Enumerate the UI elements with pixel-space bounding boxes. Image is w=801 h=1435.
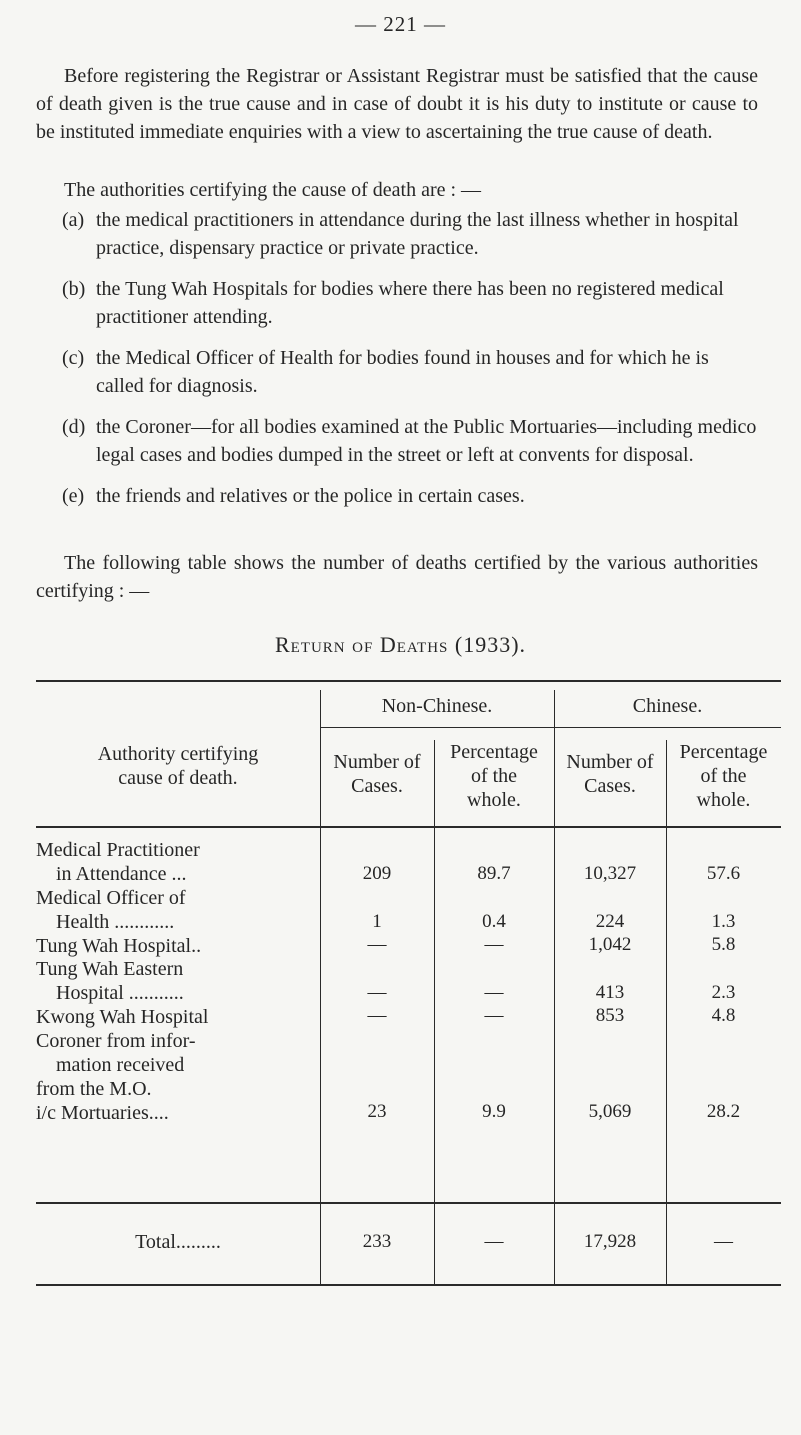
- nc-number: —: [367, 982, 387, 1003]
- c-percentage: 57.6: [706, 863, 741, 884]
- intro-paragraph: Before registering the Registrar or Assistant Registrar must be satisfied that the cause of death given is the true cause and in case of doubt it is his duty to institute or cause to be instituted immediate enquiries with a view to ascertaining the true cause of death.: [36, 65, 758, 143]
- header-line: Cases.: [351, 775, 403, 797]
- authority-line: Tung Wah Hospital..: [36, 935, 202, 957]
- col-header-c-number: [554, 750, 666, 798]
- rule-header: [36, 826, 781, 828]
- authority-item: [62, 482, 758, 510]
- col-header-authority: [36, 742, 320, 790]
- authority-line: mation received: [56, 1054, 185, 1076]
- total-nc-percentage: —: [484, 1231, 504, 1252]
- nc-percentage: —: [484, 982, 504, 1003]
- rule-group: [320, 727, 781, 728]
- nc-number: —: [367, 934, 387, 955]
- item-text: the Coroner—for all bodies examined at the Public Mortuaries—including medico legal cases and bodies dumped in the street or left at convents for disposal.: [96, 416, 757, 466]
- group-header-non-chinese: Non-Chinese.: [381, 695, 493, 717]
- item-marker: (c): [62, 347, 85, 369]
- total-c-number: 17,928: [583, 1231, 637, 1252]
- item-text: the Tung Wah Hospitals for bodies where there has been no registered medical practitioner attending.: [96, 278, 724, 328]
- authority-line: Kwong Wah Hospital: [36, 1006, 209, 1028]
- authority-line: from the M.O.: [36, 1078, 152, 1100]
- item-marker: (b): [62, 278, 86, 300]
- header-line: cause of death.: [118, 767, 238, 789]
- nc-number: —: [367, 1005, 387, 1026]
- authority-item: [62, 206, 758, 262]
- c-number: 5,069: [588, 1101, 632, 1122]
- authority-line: i/c Mortuaries....: [36, 1102, 169, 1124]
- header-line: Percentage: [450, 741, 538, 763]
- col-header-nc-percentage: [434, 740, 554, 812]
- nc-percentage: 89.7: [477, 863, 511, 884]
- c-number: 1,042: [588, 934, 632, 955]
- authority-item: [62, 275, 758, 331]
- header-line: whole.: [467, 789, 521, 811]
- row-authority: [36, 886, 314, 934]
- c-percentage: 1.3: [711, 911, 736, 932]
- item-text: the friends and relatives or the police in certain cases.: [96, 485, 525, 507]
- authority-line: in Attendance ...: [56, 863, 187, 885]
- total-nc-number: 233: [362, 1231, 392, 1252]
- rule-bottom: [36, 1284, 781, 1286]
- c-percentage: 4.8: [711, 1005, 736, 1026]
- row-authority: [36, 1029, 314, 1125]
- total-label: Total.........: [135, 1231, 221, 1253]
- authority-line: Medical Officer of: [36, 887, 186, 909]
- row-authority: [36, 957, 314, 1005]
- authority-line: Health ............: [56, 911, 175, 933]
- authority-line: Tung Wah Eastern: [36, 958, 184, 980]
- c-number: 10,327: [583, 863, 637, 884]
- item-marker: (e): [62, 485, 85, 507]
- header-line: of the: [700, 765, 747, 787]
- col-header-c-percentage: [666, 740, 781, 812]
- rule-top: [36, 680, 781, 682]
- nc-percentage: 0.4: [482, 911, 506, 932]
- c-number: 413: [595, 982, 625, 1003]
- row-authority: [36, 838, 314, 886]
- header-line: Percentage: [679, 741, 768, 763]
- authorities-lead: The authorities certifying the cause of death are : —: [64, 179, 482, 201]
- c-percentage: 2.3: [711, 982, 736, 1003]
- authority-item: [62, 413, 758, 469]
- c-percentage: 28.2: [706, 1101, 741, 1122]
- total-c-percentage: —: [714, 1231, 733, 1252]
- item-marker: (d): [62, 416, 86, 438]
- nc-percentage: —: [484, 934, 504, 955]
- page-number: — 221 —: [355, 12, 446, 36]
- header-line: Number of: [333, 751, 421, 773]
- rule-total: [36, 1202, 781, 1204]
- authority-item: [62, 344, 758, 400]
- header-line: Cases.: [584, 775, 636, 797]
- c-percentage: 5.8: [711, 934, 736, 955]
- row-authority: [36, 934, 314, 958]
- header-line: of the: [470, 765, 518, 787]
- deaths-table: [36, 680, 781, 1253]
- item-text: the Medical Officer of Health for bodies found in houses and for which he is called for diagnosis.: [96, 347, 709, 397]
- nc-percentage: 9.9: [482, 1101, 506, 1122]
- col-header-nc-number: [320, 750, 434, 798]
- item-text: the medical practitioners in attendance during the last illness whether in hospital practice, dispensary practice or private practice.: [96, 209, 739, 259]
- item-marker: (a): [62, 209, 85, 231]
- nc-number: 1: [372, 911, 382, 932]
- header-line: whole.: [696, 789, 751, 811]
- c-number: 224: [595, 911, 625, 932]
- row-authority: [36, 1005, 314, 1029]
- nc-number: 23: [367, 1101, 387, 1122]
- authority-line: Medical Practitioner: [36, 839, 200, 861]
- nc-number: 209: [362, 863, 392, 884]
- authority-line: Hospital ...........: [56, 982, 184, 1004]
- nc-percentage: —: [484, 1005, 504, 1026]
- table-lead: The following table shows the number of deaths certified by the various authorities certifying : —: [36, 552, 758, 602]
- authorities-list: [62, 206, 758, 523]
- header-line: Authority certifying: [97, 743, 259, 765]
- header-line: Number of: [566, 751, 654, 773]
- c-number: 853: [595, 1005, 625, 1026]
- authority-line: Coroner from infor-: [36, 1030, 196, 1052]
- group-header-chinese: Chinese.: [632, 695, 703, 717]
- table-title: Return of Deaths (1933).: [274, 632, 527, 657]
